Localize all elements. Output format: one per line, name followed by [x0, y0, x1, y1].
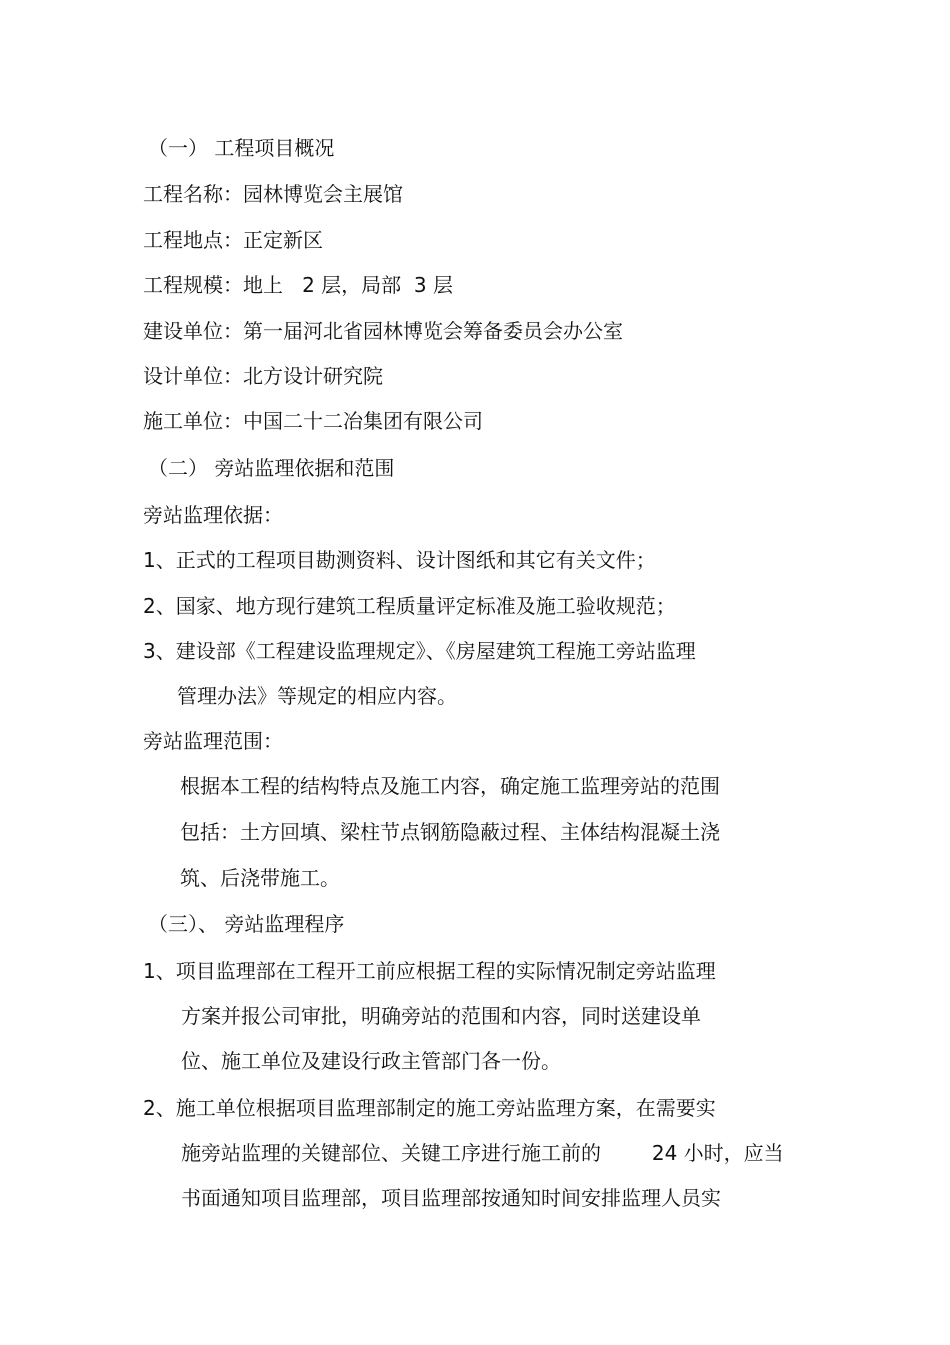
- owner-unit: 建设单位：第一届河北省园林博览会筹备委员会办公室: [143, 319, 623, 343]
- project-scale: 工程规模：地上 2 层，局部 3 层: [143, 273, 453, 297]
- project-name: 工程名称：园林博览会主展馆: [143, 182, 403, 206]
- basis-item: 2、国家、地方现行建筑工程质量评定标准及施工验收规范；: [143, 594, 676, 618]
- section1-heading: （一） 工程项目概况: [148, 136, 335, 160]
- basis-item: 1、正式的工程项目勘测资料、设计图纸和其它有关文件；: [143, 548, 656, 572]
- section2-heading: （二） 旁站监理依据和范围: [148, 456, 395, 480]
- basis-label: 旁站监理依据：: [143, 503, 283, 527]
- scope-label: 旁站监理范围：: [143, 729, 283, 753]
- procedure-item-2-line: 施旁站监理的关键部位、关键工序进行施工前的 24 小时，应当: [181, 1141, 784, 1165]
- section3-heading: （三）、 旁站监理程序: [148, 912, 345, 936]
- procedure-item-2-line: 书面通知项目监理部，项目监理部按通知时间安排监理人员实: [181, 1186, 721, 1210]
- scope-line: 筑、后浇带施工。: [180, 866, 340, 890]
- construction-unit: 施工单位：中国二十二冶集团有限公司: [143, 409, 483, 433]
- procedure-item-1-line: 位、施工单位及建设行政主管部门各一份。: [181, 1049, 561, 1073]
- basis-item-continuation: 管理办法》等规定的相应内容。: [177, 684, 457, 708]
- scope-line: 根据本工程的结构特点及施工内容，确定施工监理旁站的范围: [180, 774, 720, 798]
- procedure-item-1: 1、项目监理部在工程开工前应根据工程的实际情况制定旁站监理: [143, 959, 716, 983]
- procedure-item-2: 2、施工单位根据项目监理部制定的施工旁站监理方案，在需要实: [143, 1096, 716, 1120]
- scope-line: 包括：土方回填、梁柱节点钢筋隐蔽过程、主体结构混凝土浇: [180, 820, 720, 844]
- procedure-item-1-line: 方案并报公司审批，明确旁站的范围和内容，同时送建设单: [181, 1004, 701, 1028]
- design-unit: 设计单位：北方设计研究院: [143, 364, 383, 388]
- project-location: 工程地点：正定新区: [143, 228, 323, 252]
- basis-item: 3、建设部《工程建设监理规定》、《房屋建筑工程施工旁站监理: [143, 639, 696, 663]
